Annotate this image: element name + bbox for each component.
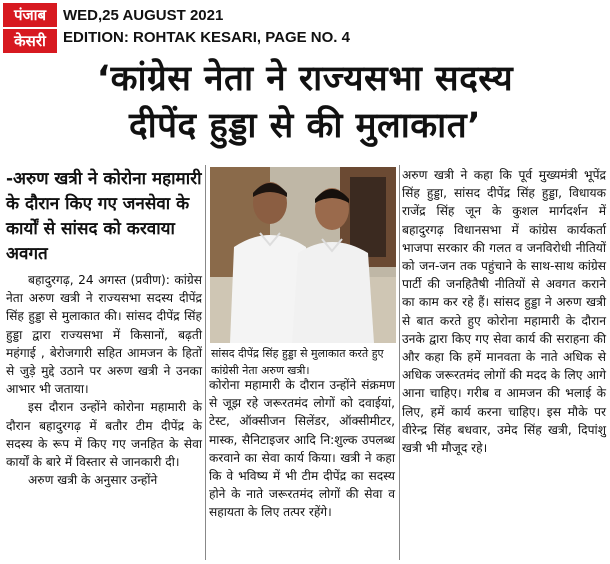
- article-column-1: [6, 167, 202, 489]
- article-photo: [210, 167, 396, 343]
- article-subhead: -अरुण खत्री ने कोरोना महामारी के दौरान किए गए जनसेवा के कार्यों से सांसद को करवाया अवगत: [6, 169, 202, 264]
- article-paragraph: अरुण खत्री के अनुसार उन्होंने: [28, 473, 158, 488]
- headline: [0, 56, 610, 150]
- edition-info: EDITION: ROHTAK KESARI, PAGE NO. 4: [63, 29, 350, 46]
- article-paragraph: अरुण खत्री ने कहा कि पूर्व मुख्यमंत्री भूपेंद्र सिंह हुड्डा, सांसद दीपेंद्र सिंह हुड्डा, विधायक राजेंद्र सिंह जून के कुशल मार्गदर्शन में बहादुरगढ़ विधानसभा में कांग्रेस कार्यकर्ता भाजपा सरकार की गलत व जनविरोधी नीतियों को जन-जन तक पहुंचाने के साथ-साथ कांग्रेस पार्टी की जनहितैषी नीतियों से अवगत कराने का काम कर रहे हैं। सांसद हुड्डा ने अरुण खत्री से बात करते हुए कोरोना महामारी के दौरान उनके द्वारा किए गए सेवा कार्य की सराहना की और कहा कि हमें मानवता के नाते अधिक से अधिक जरूरतमंद लोगों की मदद के लिए आगे आना चाहिए। गरीब व आमजन की भलाई के लिए, हमें कार्य करना चाहिए। इस मौके पर वीरेन्द्र सिंह बधवार, उमेद सिंह खत्री, दिपांशु खत्री भी मौजूद रहे।: [402, 168, 606, 456]
- logo-line-2: केसरी: [3, 27, 57, 53]
- article-paragraph: इस दौरान उन्होंने कोरोना महामारी के दौरान बहादुरगढ़ में बतौर टीम दीपेंद्र के सदस्य के रूप में किए गए जनहित के सेवा कार्यों के बारे में विस्तार से जानकारी दी।: [6, 400, 202, 470]
- publication-date: WED,25 AUGUST 2021: [63, 7, 224, 24]
- photo-illustration: [210, 167, 396, 343]
- column-divider-1: [205, 165, 206, 560]
- article-column-2: [209, 376, 395, 522]
- logo-line-1: पंजाब: [13, 6, 47, 24]
- article-paragraph: बहादुरगढ़, 24 अगस्त (प्रवीण): कांग्रेस नेता अरुण खत्री ने राज्यसभा सदस्य दीपेंद्र सिंह हुड्डा से मुलाकात की। सांसद दीपेंद्र सिंह हुड्डा द्वारा राज्यसभा में किसानों, बढ़ती महंगाई , बेरोजगारी सहित आमजन के हितों से जुड़े मुद्दे उठाने पर अरुण खत्री ने उनका आभार भी जताया।: [6, 273, 202, 397]
- headline-line-1: ‘कांग्रेस नेता ने राज्यसभा सदस्य: [96, 59, 514, 99]
- column-divider-2: [399, 165, 400, 560]
- photo-caption: सांसद दीपेंद्र सिंह हुड्डा से मुलाकात करते हुए कांग्रेसी नेता अरुण खत्री।: [211, 347, 384, 377]
- article-column-3: [402, 166, 606, 457]
- article-paragraph: कोरोना महामारी के दौरान उन्होंने संक्रमण से जूझ रहे जरूरतमंद लोगों को दवाईयां, टेस्ट, ऑक्सीजन सिलेंडर, ऑक्सीमीटर, मास्क, सैनिटाइजर आदि नि:शुल्क उपलब्ध करवाने का सेवा कार्य किया। खत्री ने कहा कि वे भविष्य में भी टीम दीपेंद्र का सदस्य होने के नाते जरूरतमंद लोगों की सेवा व सहायता के लिए तत्पर रहेंगे।: [209, 378, 395, 520]
- newspaper-logo: [3, 3, 57, 53]
- headline-line-2: दीपेंद हुड्डा से की मुलाकात’: [129, 106, 481, 146]
